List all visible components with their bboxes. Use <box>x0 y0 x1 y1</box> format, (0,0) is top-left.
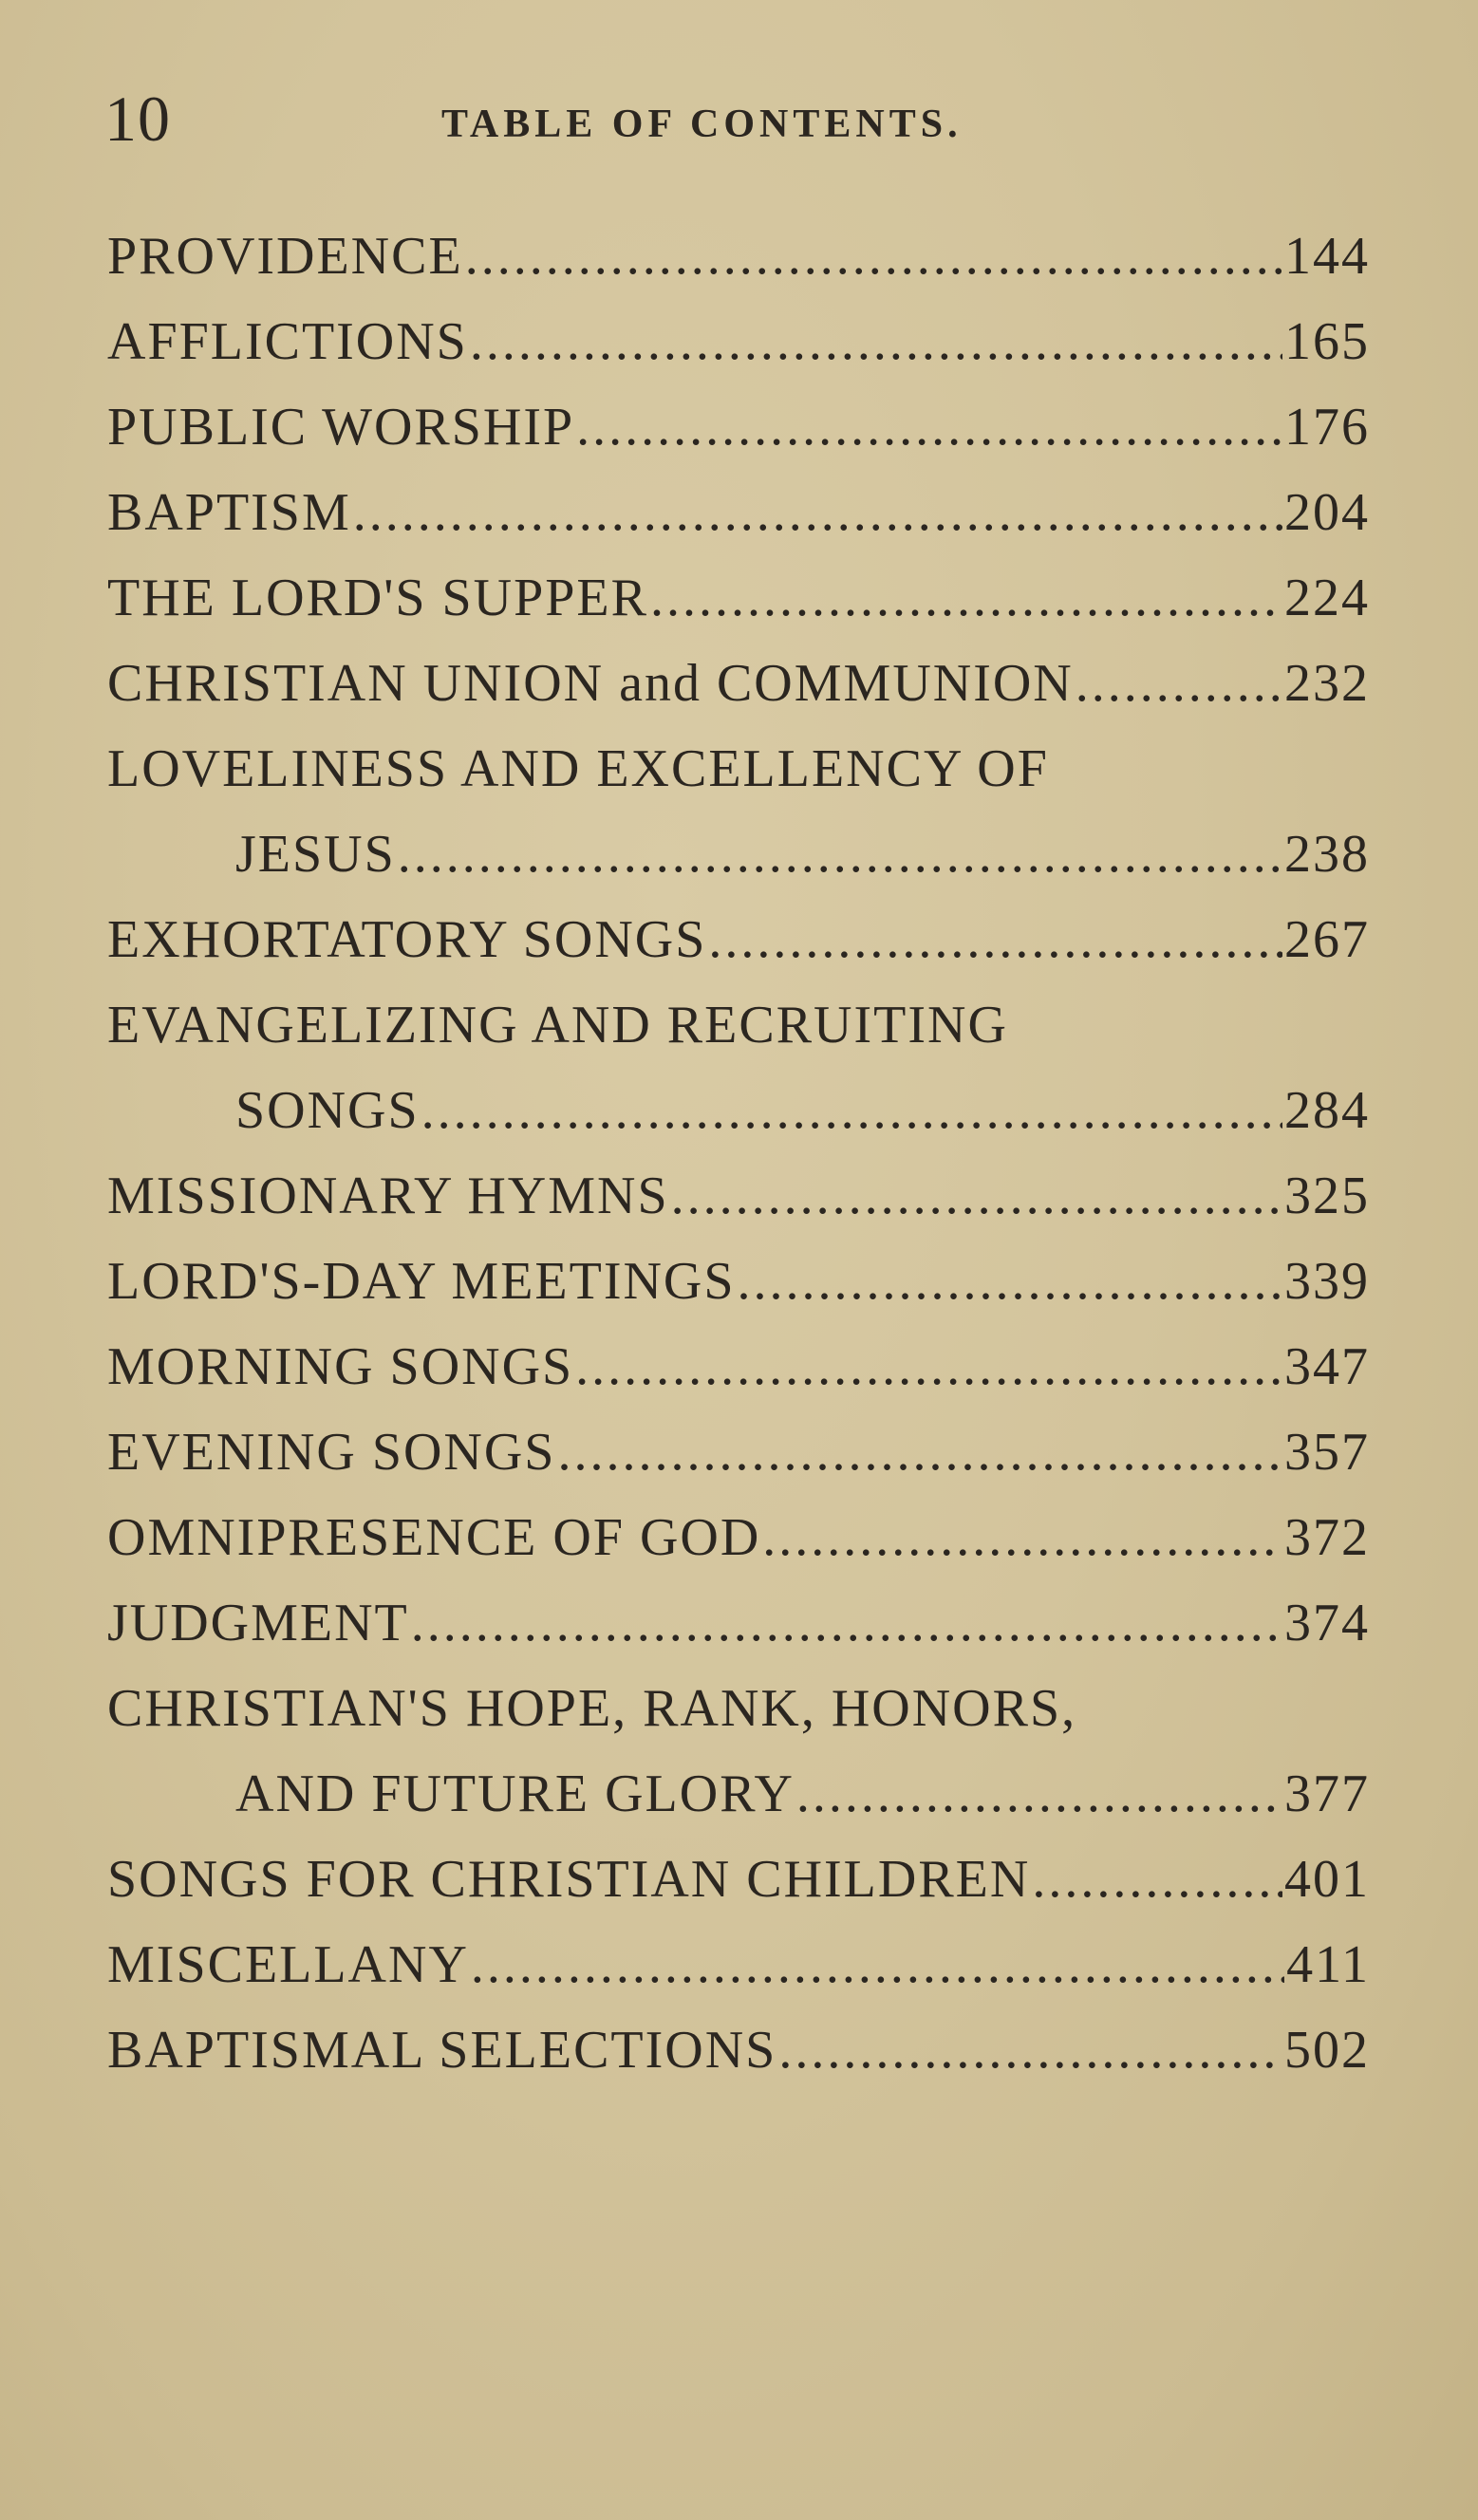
toc-entry-title: MISSIONARY HYMNS <box>107 1167 669 1225</box>
dot-leader <box>708 897 1282 982</box>
toc-entry-baptismal-selections <box>107 2007 1370 2093</box>
toc-entry-page: 377 <box>1284 1764 1370 1823</box>
toc-entry-page: 204 <box>1284 483 1370 542</box>
dot-leader <box>762 1495 1282 1580</box>
toc-entry-title: SONGS FOR CHRISTIAN CHILDREN <box>107 1850 1031 1909</box>
toc-entry-title: CHRISTIAN UNION and COMMUNION <box>107 654 1074 713</box>
toc-entry-title: CHRISTIAN'S HOPE, RANK, HONORS, <box>107 1679 1077 1738</box>
toc-entry-page: 374 <box>1284 1594 1370 1652</box>
toc-entry-title: PROVIDENCE <box>107 227 463 286</box>
toc-entry-page: 401 <box>1284 1850 1370 1909</box>
dot-leader <box>650 555 1282 641</box>
toc-entry-songs-for-children <box>107 1837 1370 1922</box>
toc-entry-page: 144 <box>1284 227 1370 286</box>
toc-entry-loveliness-heading <box>107 726 1370 812</box>
dot-leader <box>411 1580 1282 1666</box>
toc-entry-baptism <box>107 470 1370 555</box>
dot-leader <box>576 384 1282 470</box>
toc-entry-miscellany <box>107 1922 1370 2007</box>
dot-leader <box>1032 1837 1282 1922</box>
toc-entry-title: BAPTISMAL SELECTIONS <box>107 2021 777 2080</box>
toc-entry-title: AND FUTURE GLORY <box>235 1764 795 1823</box>
toc-entry-page: 165 <box>1284 312 1370 371</box>
toc-entry-title: EXHORTATORY SONGS <box>107 910 707 969</box>
dot-leader <box>1076 641 1282 726</box>
toc-entry-songs <box>107 1068 1370 1153</box>
toc-entry-page: 411 <box>1286 1935 1370 1994</box>
dot-leader <box>671 1153 1282 1239</box>
toc-entry-page: 176 <box>1284 398 1370 457</box>
toc-entry-judgment <box>107 1580 1370 1666</box>
toc-entry-page: 238 <box>1284 825 1370 884</box>
toc-entry-afflictions <box>107 299 1370 384</box>
toc-entry-title: LOVELINESS AND EXCELLENCY OF <box>107 739 1049 798</box>
dot-leader <box>421 1068 1282 1153</box>
toc-entry-page: 347 <box>1284 1337 1370 1396</box>
toc-entry-evangelizing-heading <box>107 982 1370 1068</box>
running-title: TABLE OF CONTENTS. <box>441 103 963 146</box>
toc-entry-title: EVANGELIZING AND RECRUITING <box>107 996 1008 1055</box>
toc-entry-title: THE LORD'S SUPPER <box>107 569 648 627</box>
toc-entry-missionary-hymns <box>107 1153 1370 1239</box>
toc-entry-title: EVENING SONGS <box>107 1423 556 1482</box>
dot-leader <box>575 1324 1282 1409</box>
toc-entry-lords-supper <box>107 555 1370 641</box>
toc-entry-page: 372 <box>1284 1508 1370 1567</box>
dot-leader <box>465 214 1282 299</box>
toc-entry-page: 325 <box>1284 1167 1370 1225</box>
toc-entry-title: LORD'S-DAY MEETINGS <box>107 1252 736 1311</box>
toc-entry-christian-union <box>107 641 1370 726</box>
page-header <box>104 76 1376 161</box>
dot-leader <box>738 1239 1282 1324</box>
dot-leader <box>471 1922 1284 2007</box>
toc-entry-title: OMNIPRESENCE OF GOD <box>107 1508 761 1567</box>
toc-entry-page: 224 <box>1284 569 1370 627</box>
toc-entry-omnipresence <box>107 1495 1370 1580</box>
toc-entry-page: 339 <box>1284 1252 1370 1311</box>
toc-entry-title: JUDGMENT <box>107 1594 409 1652</box>
dot-leader <box>470 299 1282 384</box>
toc-entry-lords-day-meetings <box>107 1239 1370 1324</box>
toc-entry-title: MISCELLANY <box>107 1935 469 1994</box>
dot-leader <box>557 1409 1282 1495</box>
toc-entry-providence <box>107 214 1370 299</box>
toc-entry-page: 232 <box>1284 654 1370 713</box>
toc-entry-title: BAPTISM <box>107 483 351 542</box>
dot-leader <box>353 470 1282 555</box>
toc-entry-page: 284 <box>1284 1081 1370 1140</box>
toc-entry-page: 502 <box>1284 2021 1370 2080</box>
table-of-contents <box>107 214 1370 2093</box>
toc-entry-jesus <box>107 812 1370 897</box>
toc-entry-page: 267 <box>1284 910 1370 969</box>
dot-leader <box>778 2007 1282 2093</box>
toc-entry-title: PUBLIC WORSHIP <box>107 398 575 457</box>
toc-entry-title: SONGS <box>235 1081 420 1140</box>
toc-entry-morning-songs <box>107 1324 1370 1409</box>
toc-entry-exhortatory-songs <box>107 897 1370 982</box>
toc-entry-future-glory <box>107 1751 1370 1837</box>
toc-entry-christians-hope-heading <box>107 1666 1370 1751</box>
dot-leader <box>398 812 1282 897</box>
toc-entry-page: 357 <box>1284 1423 1370 1482</box>
dot-leader <box>796 1751 1282 1837</box>
page-number: 10 <box>104 83 171 155</box>
toc-entry-title: MORNING SONGS <box>107 1337 574 1396</box>
toc-entry-public-worship <box>107 384 1370 470</box>
toc-entry-title: JESUS <box>235 825 396 884</box>
toc-entry-evening-songs <box>107 1409 1370 1495</box>
toc-entry-title: AFFLICTIONS <box>107 312 468 371</box>
